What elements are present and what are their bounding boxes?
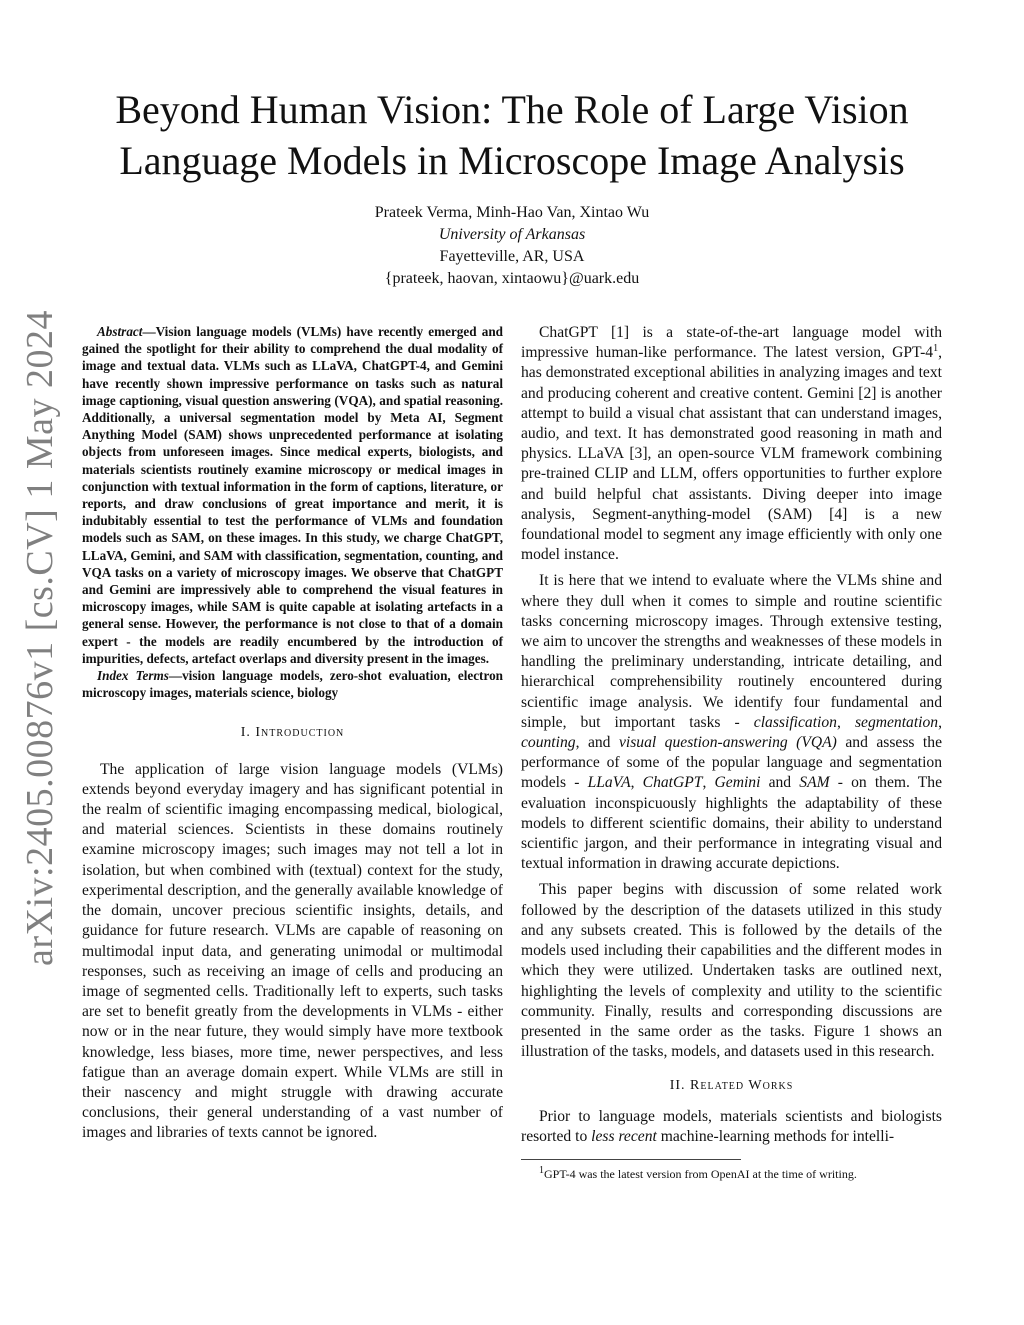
model-llava: LLaVA: [587, 774, 631, 792]
chatgpt-paragraph: [521, 323, 942, 565]
paragraph-text: machine-learning methods for intelli-: [656, 1127, 895, 1145]
author-emails: {prateek, haovan, xintaowu}@uark.edu: [384, 270, 640, 287]
task-counting: counting: [521, 734, 576, 752]
model-gemini: Gemini: [714, 774, 761, 792]
related-works-paragraph: [521, 1107, 942, 1147]
task-vqa: visual question-answering (VQA): [618, 734, 837, 752]
left-column: [82, 323, 503, 1144]
arxiv-identifier-stamp: [10, 310, 70, 966]
author-names: Prateek Verma, Minh-Hao Van, Xintao Wu: [374, 204, 650, 221]
outline-paragraph: This paper begins with discussion of some related work followed by the description of the datasets utilized in this study and any subsets created. This is followed by the details of the models used including their capabilities and the different modes in which they were utilized. Undertaken tasks are outlined next, highlighting the levels of complexity and utility to the scientific community. Finally, results and corresponding discussions are presented in the same order as the tasks. Figure 1 shows an illustration of the tasks, models, and datasets used in this research.: [521, 881, 942, 1061]
abstract-paragraph: [82, 323, 503, 667]
paper-title: [60, 84, 964, 186]
paragraph-text: and assess the performance of some of the popular language and segmentation models -: [521, 734, 942, 792]
abstract-label: Abstract: [97, 324, 143, 339]
footnote-marker: 1: [539, 1164, 544, 1176]
arxiv-identifier-text: arXiv:2405.00876v1 [cs.CV] 1 May 2024: [19, 310, 62, 966]
task-segmentation: segmentation: [854, 713, 939, 731]
section-heading-related-works: II. Related Works: [669, 1078, 794, 1094]
title-line-2: Language Models in Microscope Image Analysis: [119, 138, 905, 183]
emphasis-less-recent: less recent: [591, 1127, 657, 1145]
author-block: [200, 202, 824, 290]
abstract-text: —Vision language models (VLMs) have recently emerged and gained the spotlight for their ability to comprehend the dual modality of image and textual data. VLMs such as LLaVA, ChatGPT-4, and Gemini have recently shown impressive performance on tasks such as natural image captioning, visual question answering (VQA), and spatial reasoning. Additionally, a universal segmentation model by Meta AI, Segment Anything Model (SAM) shows unprecedented performance at isolating objects from unforeseen images. Since medical experts, biologists, and materials scientists routinely examine microscopy or medical images in conjunction with textual information in the form of captions, literature, or reports, and draw conclusions of great importance and merit, it is indubitably essential to test the performance of VLMs and foundation models such as SAM, on these images. In this study, we charge ChatGPT, LLaVA, Gemini, and SAM with classification, segmentation, counting, and VQA tasks on a variety of microscopy images. We observe that ChatGPT and Gemini are impressively able to comprehend the visual features in microscopy images, while SAM is quite capable at isolating artefacts in a general sense. However, the performance is not close to that of a domain expert - the models are readily encumbered by the introduction of impurities, defects, artefact overlaps and diversity present in the images.: [82, 324, 503, 666]
task-classification: classification: [753, 713, 837, 731]
footnote-marker: 1: [933, 343, 939, 355]
location: Fayetteville, AR, USA: [439, 248, 585, 265]
model-chatgpt: ChatGPT: [642, 774, 703, 792]
footnote: [521, 1166, 942, 1182]
abstract: [82, 323, 503, 701]
footnote-text: GPT-4 was the latest version from OpenAI at the time of writing.: [544, 1166, 857, 1181]
section-heading-introduction: I. Introduction: [240, 725, 345, 741]
paragraph-text: Prior to language models, materials scientists and biologists resorted to: [521, 1107, 942, 1145]
evaluation-paragraph: It is here that we intend to evaluate where the VLMs shine and where they dull when it comes to simple and routine scientific tasks concerning microscopy images. Through extensive testing, we aim to uncover the strengths and weaknesses of these models in handling the preliminary understanding, intricate detailing, and hierarchical comprehensibility routinely encountered during scientific image analysis. We identify four fundamental and simple, but important tasks - classification, segmentation, counting, and visual question-answering (VQA) and assess the performance of some of the popular language and segmentation models - LLaVA, ChatGPT, Gemini and SAM - on them. The evaluation inconspicuously highlights the adaptability of these models to different scientific domains, their ability to understand scientific jargon, and their performance in integrating visual and textual information in drawing accurate depictions.: [521, 572, 943, 873]
affiliation: University of Arkansas: [438, 226, 586, 243]
right-column: [521, 323, 942, 1182]
index-terms-text: —vision language models, zero-shot evaluation, electron microscopy images, materials science, biology: [82, 668, 503, 701]
paragraph-text: , has demonstrated exceptional abilities in analyzing images and text and producing coherent and creative content. Gemini [2] is another attempt to build a visual chat assistant that can understand images, audio, and text. It has demonstrated good reasoning in math and physics. LLaVA [3], an open-source VLM framework combining pre-trained CLIP and LLM, offers opportunities to further explore and build helpful chat assistants. Diving deeper into image analysis, Segment-anything-model (SAM) [4] is a new foundational model to segment any image efficiently with only one model instance.: [521, 344, 942, 564]
footnote-rule: [521, 1159, 741, 1160]
model-sam: SAM: [799, 774, 830, 792]
paragraph-text: - on them. The evaluation inconspicuously highlights the adaptability of these models to different scientific domains, their ability to understand scientific jargon, and their performance in integrating visual and textual information in drawing accurate depictions.: [521, 774, 943, 873]
index-terms: [82, 667, 503, 701]
paragraph-text: ChatGPT [1] is a state-of-the-art language model with impressive human-like performance. The latest version, GPT-4: [521, 324, 942, 362]
paragraph-text: It is here that we intend to evaluate where the VLMs shine and where they dull when it comes to simple and routine scientific tasks concerning microscopy images. Through extensive testing, we aim to uncover the strengths and weaknesses of these models in handling the preliminary understanding, intricate detailing, and hierarchical comprehensibility routinely encountered during scientific image analysis. We identify four fundamental and simple, but important tasks -: [521, 572, 942, 731]
introduction-paragraph: The application of large vision language models (VLMs) extends beyond everyday imagery and has significant potential in the realm of scientific imaging encompassing medical, biological, and material sciences. Scientists in these domains routinely examine microscopy images; such images may not tell a lot in isolation, but when combined with (textual) context for the study, experimental description, and the generally available knowledge of the domain, uncover precious scientific insights, details, and guidance for future research. VLMs are capable of reasoning on multimodal input data, and generating unimodal or multimodal responses, such as receiving an image of cells and producing an image of segmented cells. Traditionally left to experts, such tasks are set to benefit greatly from the developments in VLMs - either now or in the near future, they would simply have more textbook knowledge, less biases, more time, newer perspectives, and less fatigue than an average domain expert. While VLMs are still in their nascency and might struggle with drawing accurate conclusions, their general understanding of a vast number of images and libraries of texts cannot be ignored.: [82, 760, 503, 1142]
title-line-1: Beyond Human Vision: The Role of Large Vision: [115, 87, 909, 132]
index-terms-label: Index Terms: [97, 668, 169, 684]
